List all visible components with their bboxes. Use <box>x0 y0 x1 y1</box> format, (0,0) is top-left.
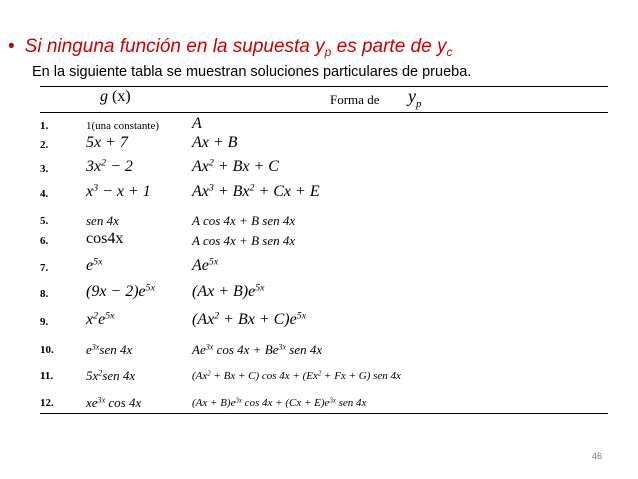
yp-exponent: 5x <box>296 310 307 322</box>
table-row <box>0 338 638 360</box>
yp-part: Ax <box>192 158 209 175</box>
yp-part: + Fx + G) sen 4x <box>321 370 401 382</box>
table-row <box>0 209 638 231</box>
table-row <box>0 256 638 278</box>
slide-heading <box>8 36 452 59</box>
yp-part: sen 4x <box>335 397 367 409</box>
yp-exponent: 2 <box>207 370 211 378</box>
yp-part: + Bx <box>213 183 250 200</box>
gx-exponent: 3 <box>93 182 99 194</box>
yp-tail: + Bx + C <box>213 158 279 175</box>
yp-base: (Ax <box>192 311 215 328</box>
row-number: 8. <box>40 288 49 300</box>
row-yp <box>192 342 322 358</box>
table-top-rule <box>40 86 608 87</box>
row-gx <box>86 368 135 384</box>
row-number: 11. <box>40 370 54 382</box>
row-gx <box>86 311 115 329</box>
heading-sub-p: p <box>324 45 332 59</box>
yp-base: Ae <box>192 257 209 274</box>
yp-exponent: 5x <box>208 256 219 268</box>
table-row <box>0 310 638 332</box>
table-row <box>0 157 638 179</box>
row-yp <box>192 370 401 382</box>
row-gx <box>86 158 133 176</box>
row-yp <box>192 397 366 409</box>
row-number: 2. <box>40 139 49 151</box>
row-yp: A <box>192 115 202 132</box>
row-yp: A cos 4x + B sen 4x <box>192 233 296 248</box>
yp-exponent: 3 <box>208 182 214 194</box>
yp-exponent: 3x <box>205 342 214 352</box>
table-row <box>0 133 638 155</box>
yp-tail: + Cx + E <box>254 183 320 200</box>
gx-base: x <box>86 311 94 328</box>
gx-tail: cos 4x <box>105 395 142 410</box>
yp-exponent: 2 <box>249 182 255 194</box>
yp-exponent: 2 <box>317 370 322 378</box>
table-header-rule <box>40 112 608 113</box>
yp-exponent: 2 <box>208 157 214 169</box>
page-number: 46 <box>591 451 602 461</box>
gx-exponent: 5x <box>93 256 103 268</box>
gx-mid: e <box>98 311 106 328</box>
row-gx: cos4x <box>86 230 124 247</box>
yp-part: + Bx + C) cos 4x + (Ex <box>210 370 318 382</box>
bullet-marker: • <box>8 36 15 57</box>
row-number: 1. <box>40 120 49 132</box>
yp-mid: + Bx + C)e <box>219 311 297 328</box>
yp-base: Ae <box>192 342 206 357</box>
header-g-letter: g <box>100 88 108 105</box>
table-row <box>0 391 638 413</box>
gx-exponent: 2 <box>101 157 107 169</box>
table-row <box>0 282 638 304</box>
gx-base: xe <box>86 395 98 410</box>
table-row <box>0 229 638 251</box>
heading-text-part2: es parte de y <box>331 36 447 57</box>
yp-exponent: 2 <box>214 310 220 322</box>
column-header-gx <box>100 88 131 106</box>
yp-part: (Ax + B)e <box>192 397 236 409</box>
header-y-sub: p <box>416 98 422 110</box>
yp-part: (Ax <box>192 370 208 382</box>
yp-exponent: 3x <box>278 342 287 352</box>
row-yp <box>192 311 306 329</box>
gx-base: 3x <box>86 158 102 175</box>
yp-part: Ax <box>192 183 209 200</box>
yp-mid: cos 4x + Be <box>213 342 279 357</box>
row-yp <box>192 283 265 301</box>
row-number: 10. <box>40 344 54 356</box>
row-number: 12. <box>40 397 54 409</box>
gx-tail: − x + 1 <box>98 183 151 200</box>
row-gx: sen 4x <box>86 213 119 228</box>
row-gx <box>86 395 141 411</box>
row-number: 3. <box>40 163 49 175</box>
gx-tail: sen 4x <box>99 342 133 357</box>
yp-base: (Ax + B)e <box>192 283 256 300</box>
yp-exponent: 5x <box>255 282 265 294</box>
row-number: 4. <box>40 188 49 200</box>
gx-tail: − 2 <box>106 158 133 175</box>
row-number: 6. <box>40 235 49 247</box>
row-yp <box>192 158 279 176</box>
table-row <box>0 182 638 204</box>
row-yp: Ax + B <box>192 134 238 151</box>
yp-part: cos 4x + (Cx + E)e <box>241 397 330 409</box>
row-yp: A cos 4x + B sen 4x <box>192 213 296 228</box>
yp-tail: sen 4x <box>286 342 323 357</box>
header-y-letter: y <box>408 86 416 106</box>
row-yp <box>192 183 320 201</box>
table-bottom-rule <box>40 413 608 414</box>
gx-base: (9x − 2)e <box>86 283 146 300</box>
gx-exponent: 2 <box>98 368 103 378</box>
gx-exponent: 5x <box>105 310 115 322</box>
gx-base: e <box>86 257 94 274</box>
column-header-form: Forma de <box>330 92 380 107</box>
row-gx: 1(una constante) <box>86 120 159 132</box>
yp-exponent: 3x <box>235 397 242 405</box>
row-gx: 5x + 7 <box>86 134 128 151</box>
heading-text-part1: Si ninguna función en la supuesta y <box>24 36 325 57</box>
table-intro-text: En la siguiente tabla se muestran soluciones particulares de prueba. <box>32 64 472 80</box>
row-number: 7. <box>40 262 49 274</box>
header-g-argument: (x) <box>112 88 131 105</box>
row-gx <box>86 342 132 358</box>
gx-exponent: 3x <box>91 342 100 352</box>
gx-base: x <box>86 183 94 200</box>
gx-base: e <box>86 342 92 357</box>
heading-sub-c: c <box>446 45 453 59</box>
row-yp <box>192 257 218 275</box>
table-row <box>0 364 638 386</box>
gx-exponent: 2 <box>93 310 99 322</box>
gx-exponent: 3x <box>97 395 106 405</box>
column-header-yp <box>408 86 422 110</box>
row-number: 9. <box>40 316 49 328</box>
gx-base: 5x <box>86 368 99 383</box>
gx-tail: sen 4x <box>102 368 136 383</box>
row-gx <box>86 183 151 201</box>
gx-exponent: 5x <box>145 282 156 294</box>
row-gx <box>86 283 155 301</box>
row-gx <box>86 257 102 275</box>
yp-exponent: 3x <box>329 397 336 405</box>
row-number: 5. <box>40 215 49 227</box>
